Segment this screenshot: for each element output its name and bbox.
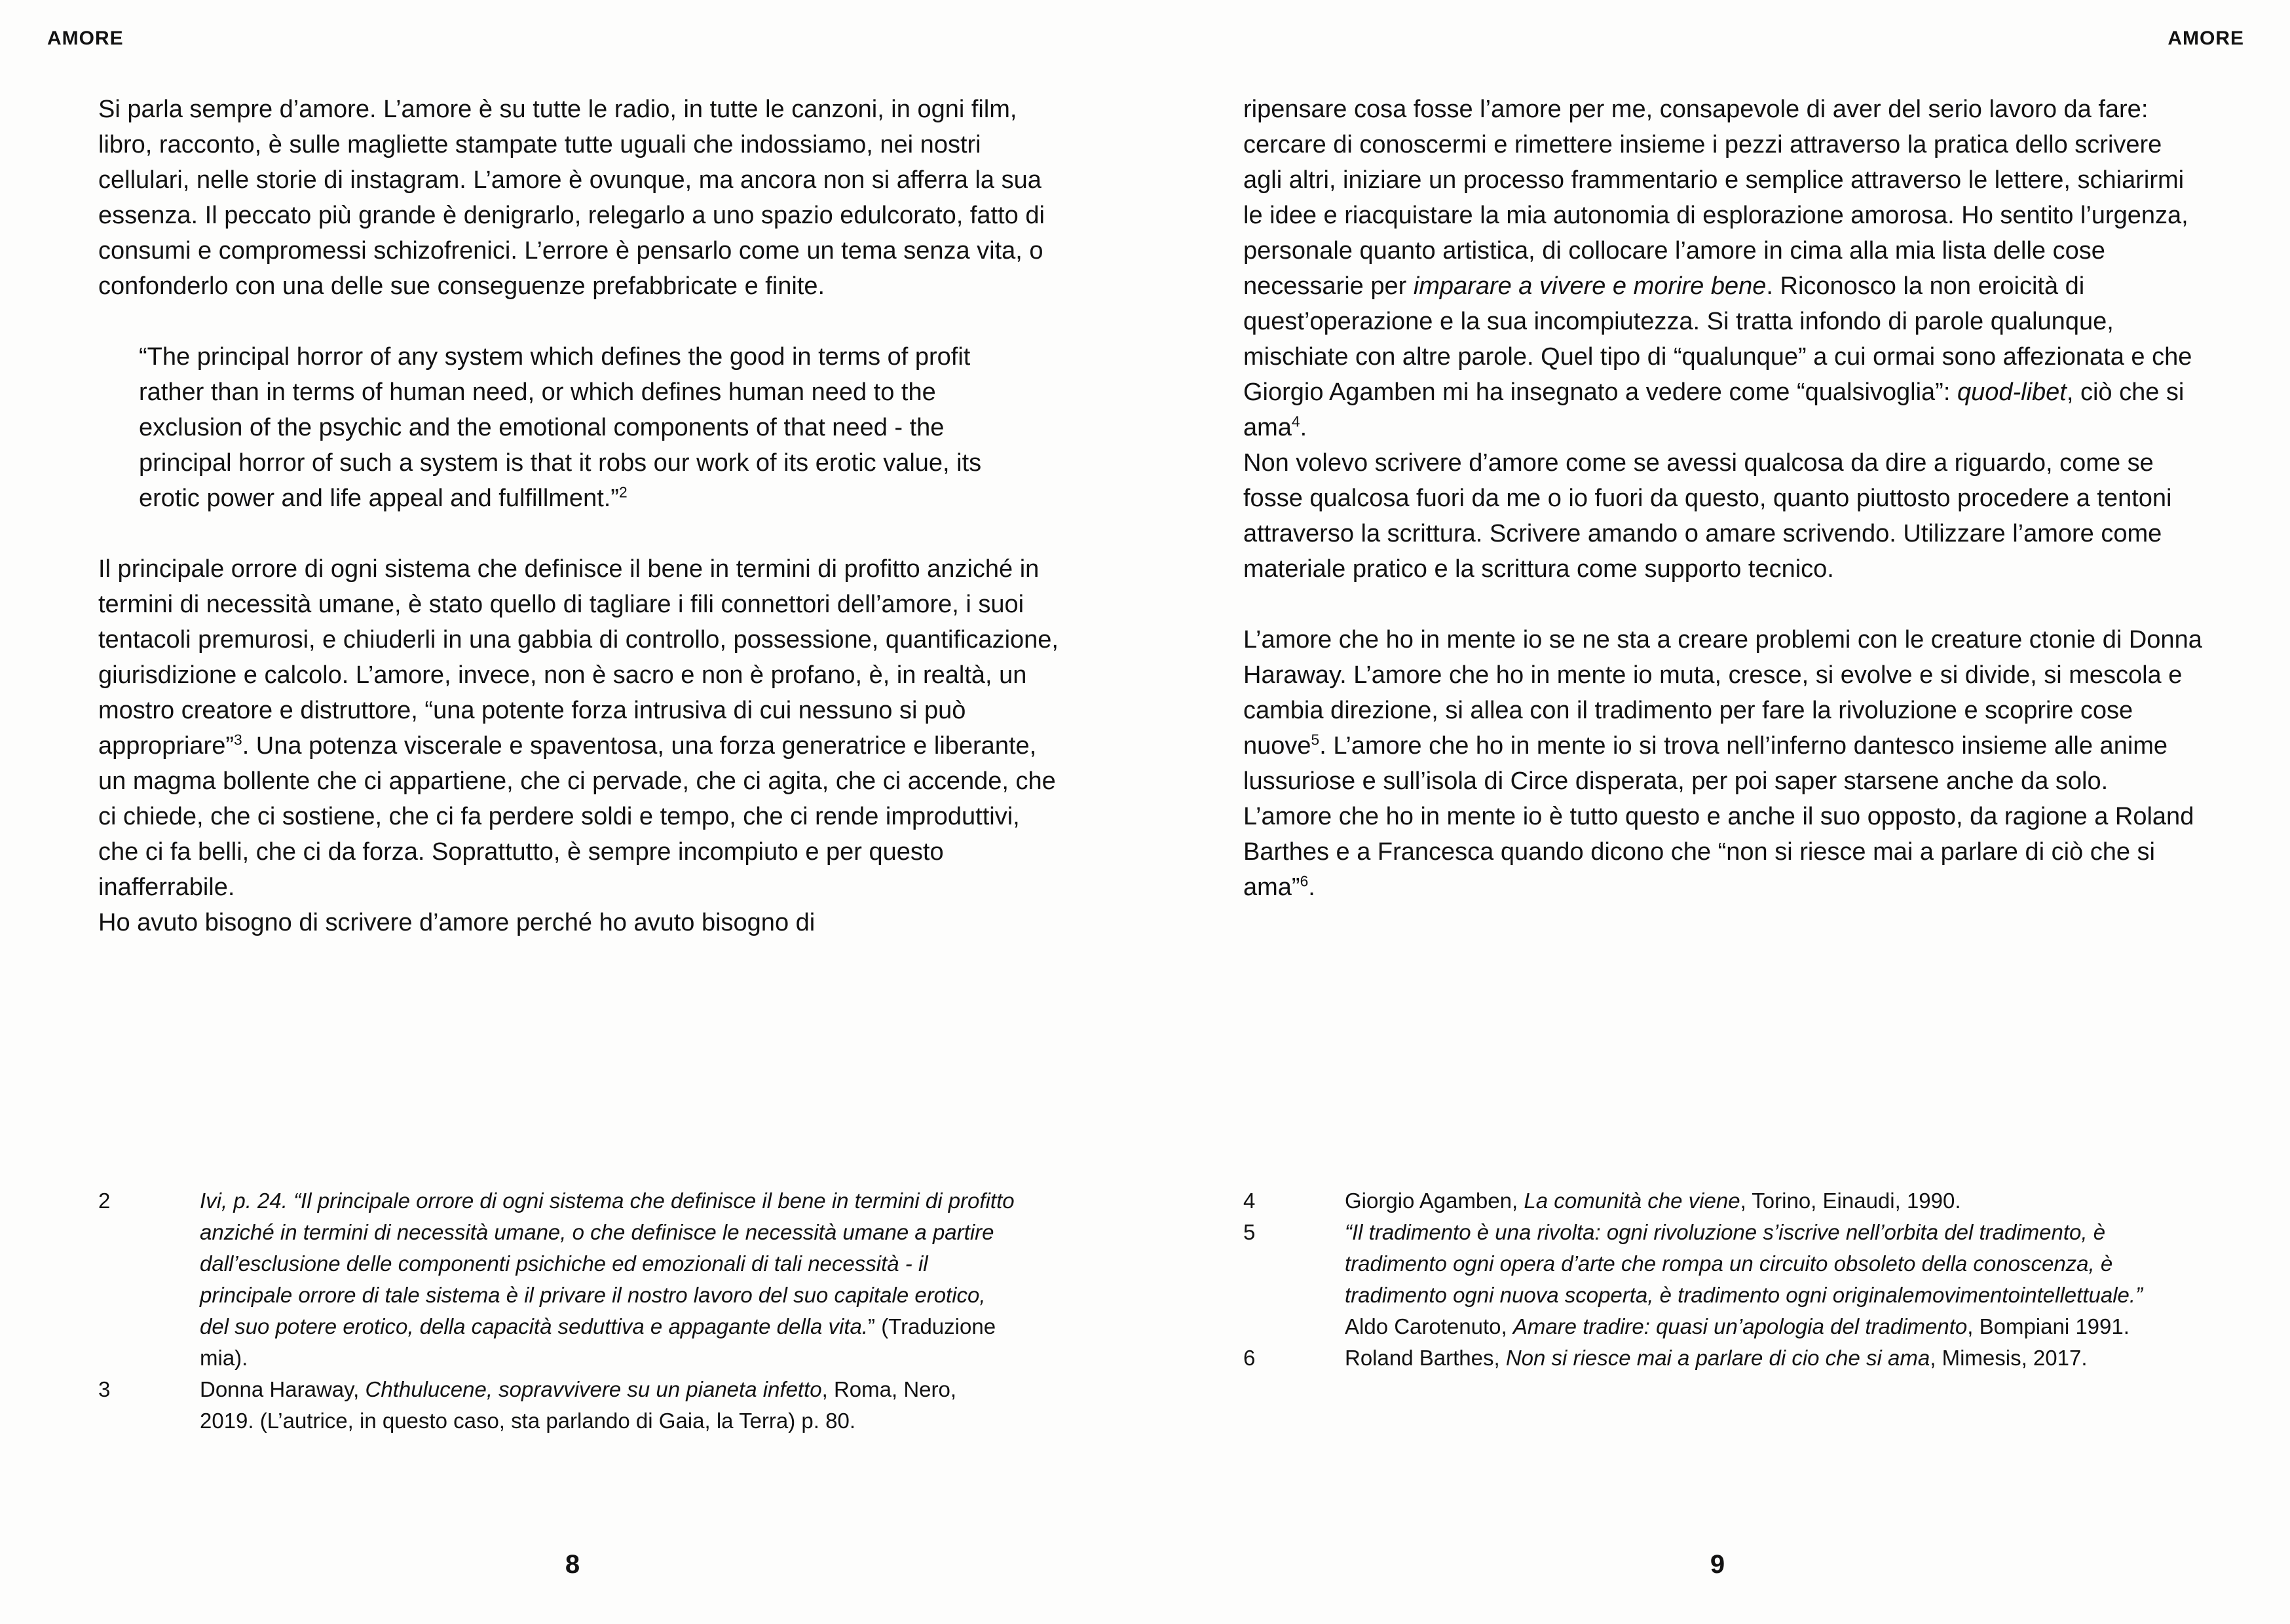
text-run: Il principale orrore di ogni sistema che definisce il bene in termini di profitto anziché in termini di necessità umane, è stato quello di tagliare i fili connettori dell’amore, i suoi tentacoli premurosi, e chiuderli in una gabbia di controllo, possessione, quantificazione, giurisdizione e calcolo. L’amore, invece, non è sacro e non è profano, è, in realtà, un mostro creatore e distruttore, “una potente forza intrusiva di cui nessuno si può appropriare” [98, 555, 1059, 760]
footnote-number: 3 [98, 1377, 111, 1401]
text-run: Non volevo scrivere d’amore come se avessi qualcosa da dire a riguardo, come se fosse qualcosa fuori da me o io fuori da questo, quanto piuttosto procedere a tentoni attraverso la scrittura. Scrivere amando o amare scrivendo. Utilizzare l’amore come materiale pratico e la scrittura come supporto tecnico. [1243, 449, 2172, 583]
body-text-right [1243, 92, 2206, 905]
footnote-ref: 2 [618, 483, 628, 501]
text-run: “Il tradimento è una rivolta: ogni rivoluzione s’iscrive nell’orbita del tradimento, è tradimento ogni opera d’arte che rompa un circuito obsoleto della conoscenza, è tradimento ogni nuova scoperta, è tradimento ogni originalemovimentointellettuale.” [1345, 1220, 2143, 1307]
body-paragraph [1243, 622, 2206, 799]
text-run: , Mimesis, 2017. [1930, 1346, 2088, 1370]
body-paragraph [98, 551, 1061, 905]
text-run: Chthulucene, sopravvivere su un pianeta infetto [365, 1377, 822, 1401]
text-run: , ciò che si ama [1243, 378, 2185, 441]
text-run: quod-libet [1957, 378, 2067, 406]
footnote [1243, 1217, 2160, 1342]
footnote-ref: 4 [1291, 413, 1300, 430]
footnote-ref: 5 [1311, 731, 1320, 748]
text-run: Giorgio Agamben, [1345, 1189, 1524, 1213]
text-run: L’amore che ho in mente io è tutto questo e anche il suo opposto, da ragione a Roland Barthes e a Francesca quando dicono che “non si riesce mai a parlare di ciò che si ama” [1243, 803, 2194, 901]
text-run: imparare a vivere e morire bene [1413, 272, 1767, 300]
body-paragraph [98, 92, 1061, 304]
text-run: Ivi, p. 24. “Il principale orrore di ogni sistema che definisce il bene in termini di profitto anziché in termini di necessità umane, o che definisce le necessità umane a partire dall’esclusione delle componenti psichiche ed emozionali di tali necessità - il principale orrore di tale sistema è il privare il nostro lavoro del suo capitale erotico, del suo potere erotico, della capacità seduttiva e appagante della vita. [200, 1189, 1015, 1338]
text-run: ripensare cosa fosse l’amore per me, consapevole di aver del serio lavoro da fare: cercare di conoscermi e rimettere insieme i pezzi attraverso la pratica dello scrivere agli altri, iniziare un processo frammentario e semplice attraverso le lettere, schiarirmi le idee e riacquistare la mia autonomia di esplorazione amorosa. Ho sentito l’urgenza, personale quanto artistica, di collocare l’amore in cima alla mia lista delle cose necessarie per [1243, 96, 2188, 300]
text-run: Amare tradire: quasi un’apologia del tradimento [1512, 1314, 1968, 1338]
text-run: , Bompiani 1991. [1967, 1314, 2130, 1338]
page-number-right: 9 [1710, 1550, 1725, 1579]
text-run: . Riconosco la non eroicità di quest’operazione e la sua incompiutezza. Si tratta infondo di parole qualunque, mischiate con altre parole. Quel tipo di “qualunque” a cui ormai sono affezionata e che Giorgio Agamben mi ha insegnato a vedere come “qualsivoglia”: [1243, 272, 2192, 406]
footnote [98, 1374, 1015, 1437]
footnote [1243, 1185, 2160, 1217]
footnote-ref: 6 [1300, 872, 1309, 890]
running-header-left: AMORE [47, 28, 124, 49]
page-right [1145, 0, 2290, 1624]
body-paragraph [1243, 445, 2206, 587]
footnotes-left [98, 1185, 1015, 1437]
text-run: . Una potenza viscerale e spaventosa, una forza generatrice e liberante, un magma bollente che ci appartiene, che ci pervade, che ci agita, che ci accende, che ci chiede, che ci sostiene, che ci fa perdere soldi e tempo, che ci rende improduttivi, che ci fa belli, che ci da forza. Soprattutto, è sempre incompiuto e per questo inafferrabile. [98, 732, 1056, 901]
footnote-number: 6 [1243, 1346, 1256, 1370]
text-run: Roland Barthes, [1345, 1346, 1506, 1370]
page-number-left: 8 [565, 1550, 580, 1579]
block-quote [139, 339, 1031, 516]
text-run: Donna Haraway, [200, 1377, 366, 1401]
footnote [98, 1185, 1015, 1374]
footnote [1243, 1342, 2160, 1374]
text-run: La comunità che viene [1524, 1189, 1740, 1213]
footnote-text [200, 1185, 1015, 1374]
text-run: . [1300, 414, 1307, 441]
text-run: . L’amore che ho in mente io si trova nell’inferno dantesco insieme alle anime lussuriose e sull’isola di Circe disperata, per poi saper starsene anche da solo. [1243, 732, 2168, 795]
footnote-text [200, 1374, 1015, 1437]
footnote-text [1345, 1185, 2160, 1217]
text-run: “The principal horror of any system which defines the good in terms of profit rather than in terms of human need, or which defines human need to the exclusion of the psychic and the emotional components of that need - the principal horror of such a system is that it robs our work of its erotic value, its erotic power and life appeal and fulfillment.” [139, 343, 982, 512]
body-paragraph [1243, 799, 2206, 905]
footnote-number: 2 [98, 1189, 111, 1213]
footnotes-right [1243, 1185, 2160, 1374]
body-paragraph [98, 905, 1061, 940]
text-run: , Torino, Einaudi, 1990. [1740, 1189, 1961, 1213]
text-run: Non si riesce mai a parlare di cio che si ama [1505, 1346, 1930, 1370]
text-run: , Roma, Nero, 2019. (L’autrice, in questo caso, sta parlando di Gaia, la Terra) p. 80. [200, 1377, 957, 1433]
footnote-number: 5 [1243, 1220, 1256, 1244]
text-run: ” (Traduzione mia). [200, 1314, 996, 1370]
footnote-ref: 3 [234, 731, 242, 748]
footnote-text [1345, 1217, 2160, 1342]
text-run: Aldo Carotenuto, [1345, 1314, 1513, 1338]
text-run: Ho avuto bisogno di scrivere d’amore perché ho avuto bisogno di [98, 909, 816, 936]
body-text-left [98, 92, 1061, 940]
running-header-right: AMORE [2168, 28, 2244, 49]
footnote-text [1345, 1342, 2160, 1374]
body-paragraph [1243, 92, 2206, 445]
text-run: . [1308, 874, 1315, 901]
text-run: Si parla sempre d’amore. L’amore è su tutte le radio, in tutte le canzoni, in ogni film, libro, racconto, è sulle magliette stampate tutte uguali che indossiamo, nei nostri cellulari, nelle storie di instagram. L’amore è ovunque, ma ancora non si afferra la sua essenza. Il peccato più grande è denigrarlo, relegarlo a uno spazio edulcorato, fatto di consumi e compromessi schizofrenici. L’errore è pensarlo come un tema senza vita, o confonderlo con una delle sue conseguenze prefabbricate e finite. [98, 96, 1045, 300]
text-run: L’amore che ho in mente io se ne sta a creare problemi con le creature ctonie di Donna Haraway. L’amore che ho in mente io muta, cresce, si evolve e si divide, si mescola e cambia direzione, si allea con il tradimento per fare la rivoluzione e scoprire cose nuove [1243, 626, 2202, 760]
footnote-number: 4 [1243, 1189, 1256, 1213]
